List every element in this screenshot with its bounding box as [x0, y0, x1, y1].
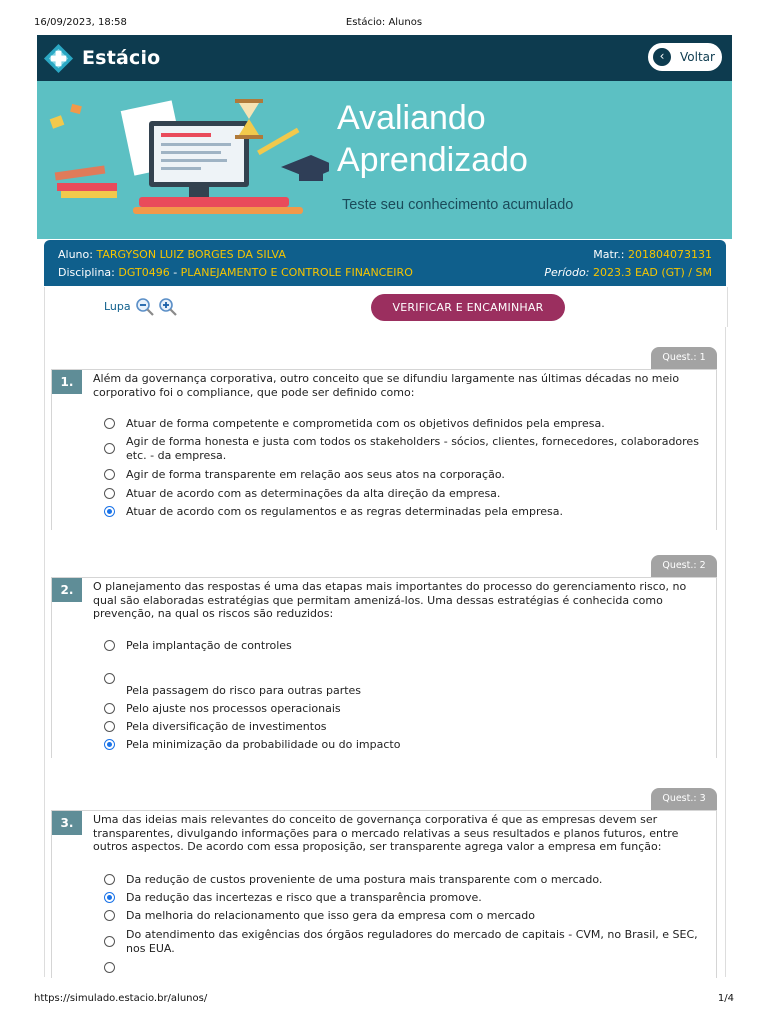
radio-button-selected[interactable] — [104, 739, 115, 750]
radio-button[interactable] — [104, 469, 115, 480]
back-button[interactable] — [648, 43, 722, 71]
lupa-label: Lupa — [104, 300, 131, 313]
answer-option[interactable] — [126, 435, 707, 463]
option-text: Do atendimento das exigências dos órgãos reguladores do mercado de capitais - CVM, no Brasil, e SEC, nos EUA. — [126, 928, 698, 955]
discipline-row — [58, 266, 712, 279]
questions-area — [44, 327, 726, 977]
chevron-left-icon: ‹ — [653, 48, 671, 66]
radio-button[interactable] — [104, 910, 115, 921]
top-navigation-bar — [37, 35, 732, 81]
radio-button[interactable] — [104, 936, 115, 947]
zoom-in-icon[interactable] — [158, 297, 178, 317]
disciplina-separator: - — [169, 266, 181, 279]
disciplina-label: Disciplina: — [58, 266, 115, 279]
option-text: Atuar de acordo com os regulamentos e as regras determinadas pela empresa. — [126, 505, 564, 518]
option-text: Agir de forma honesta e justa com todos os stakeholders - sócios, clientes, fornecedores, colaboradores etc. - da empresa. — [126, 435, 699, 462]
option-text: Da redução de custos proveniente de uma postura mais transparente com o mercado. — [126, 873, 603, 886]
answer-option[interactable] — [126, 928, 707, 956]
disciplina-name: PLANEJAMENTO E CONTROLE FINANCEIRO — [180, 266, 413, 279]
radio-button[interactable] — [104, 874, 115, 885]
question-tag: Quest.: 2 — [651, 555, 717, 577]
radio-button[interactable] — [104, 640, 115, 651]
matricula — [593, 248, 712, 261]
hero-banner — [37, 81, 732, 239]
answer-option[interactable] — [126, 909, 707, 923]
option-text: Pela diversificação de investimentos — [126, 720, 327, 733]
print-page-number: 1/4 — [717, 993, 734, 1004]
question-tag: Quest.: 3 — [651, 788, 717, 810]
option-text: Pelo ajuste nos processos operacionais — [126, 702, 341, 715]
verify-submit-button[interactable]: VERIFICAR E ENCAMINHAR — [371, 294, 565, 321]
answer-option[interactable] — [126, 702, 707, 716]
question-text: Uma das ideias mais relevantes do conceito de governança corporativa é que as empresas devem ser transparentes, divulgando informações para o mercado relativas a seus resultados e planos futuros, entre outros aspectos. De acordo com essa proposição, ser transparente agrega valor a empresa em função: — [93, 813, 679, 853]
answer-option-text[interactable] — [126, 684, 707, 698]
banner-subtitle: Teste seu conhecimento acumulado — [342, 197, 574, 213]
answer-option[interactable] — [126, 639, 707, 653]
option-text: Da redução das incertezas e risco que a transparência promove. — [126, 891, 482, 904]
banner-title-line2: Aprendizado — [337, 141, 528, 179]
print-header — [0, 17, 768, 31]
periodo-label: Período: — [544, 266, 590, 279]
radio-button[interactable] — [104, 962, 115, 973]
student-info-bar — [44, 240, 726, 286]
student-row — [58, 248, 712, 261]
banner-title — [337, 97, 528, 181]
answer-option[interactable] — [126, 720, 707, 734]
option-text: Pela passagem do risco para outras partes — [126, 684, 362, 697]
answer-option[interactable] — [126, 468, 707, 482]
print-title: Estácio: Alunos — [345, 17, 423, 28]
option-text: Da melhoria do relacionamento que isso gera da empresa com o mercado — [126, 909, 536, 922]
question-text: Além da governança corporativa, outro conceito que se difundiu largamente nas últimas décadas no meio corporativo foi o compliance, que pode ser definido como: — [93, 372, 680, 399]
matricula-value: 201804073131 — [628, 248, 712, 261]
study-computer-illustration-icon — [49, 95, 329, 225]
back-button-label: Voltar — [680, 50, 715, 64]
brand-name: Estácio — [82, 47, 161, 69]
answer-option-selected[interactable] — [126, 738, 707, 752]
periodo — [544, 266, 712, 279]
radio-button[interactable] — [104, 418, 115, 429]
print-url: https://simulado.estacio.br/alunos/ — [34, 993, 208, 1004]
question-number: 3. — [52, 811, 82, 835]
radio-button-selected[interactable] — [104, 506, 115, 517]
radio-button[interactable] — [104, 443, 115, 454]
answer-option-selected[interactable] — [126, 505, 707, 519]
aluno-label: Aluno: — [58, 248, 93, 261]
periodo-value: 2023.3 EAD (GT) / SM — [592, 266, 712, 279]
toolbar — [44, 287, 728, 327]
answer-option[interactable] — [126, 873, 707, 887]
print-datetime: 16/09/2023, 18:58 — [34, 17, 127, 28]
option-text: Atuar de forma competente e comprometida com os objetivos definidos pela empresa. — [126, 417, 605, 430]
answer-option[interactable] — [126, 487, 707, 501]
aluno-name: TARGYSON LUIZ BORGES DA SILVA — [96, 248, 286, 261]
question-tag: Quest.: 1 — [651, 347, 717, 369]
radio-button[interactable] — [104, 721, 115, 732]
option-text: Atuar de acordo com as determinações da alta direção da empresa. — [126, 487, 501, 500]
option-text: Pela minimização da probabilidade ou do impacto — [126, 738, 401, 751]
radio-button-selected[interactable] — [104, 892, 115, 903]
question-text: O planejamento das respostas é uma das etapas mais importantes do processo do gerenciamento risco, no qual são elaboradas estratégias que permitam amenizá-los. Uma dessas estratégias é conhecida como prevenção, na qual os riscos são reduzidos: — [93, 580, 687, 620]
option-text: Pela implantação de controles — [126, 639, 292, 652]
question-number: 1. — [52, 370, 82, 394]
matricula-label: Matr.: — [593, 248, 625, 261]
answer-option[interactable] — [126, 417, 707, 431]
answer-option-selected[interactable] — [126, 891, 707, 905]
estacio-logo-icon — [43, 43, 74, 74]
radio-button[interactable] — [104, 488, 115, 499]
option-text: Agir de forma transparente em relação aos seus atos na corporação. — [126, 468, 505, 481]
banner-title-line1: Avaliando — [337, 99, 486, 137]
disciplina-code: DGT0496 — [118, 266, 170, 279]
print-footer — [0, 993, 768, 1007]
radio-button[interactable] — [104, 703, 115, 714]
question-number: 2. — [52, 578, 82, 602]
zoom-out-icon[interactable] — [135, 297, 155, 317]
radio-button[interactable] — [104, 673, 115, 684]
